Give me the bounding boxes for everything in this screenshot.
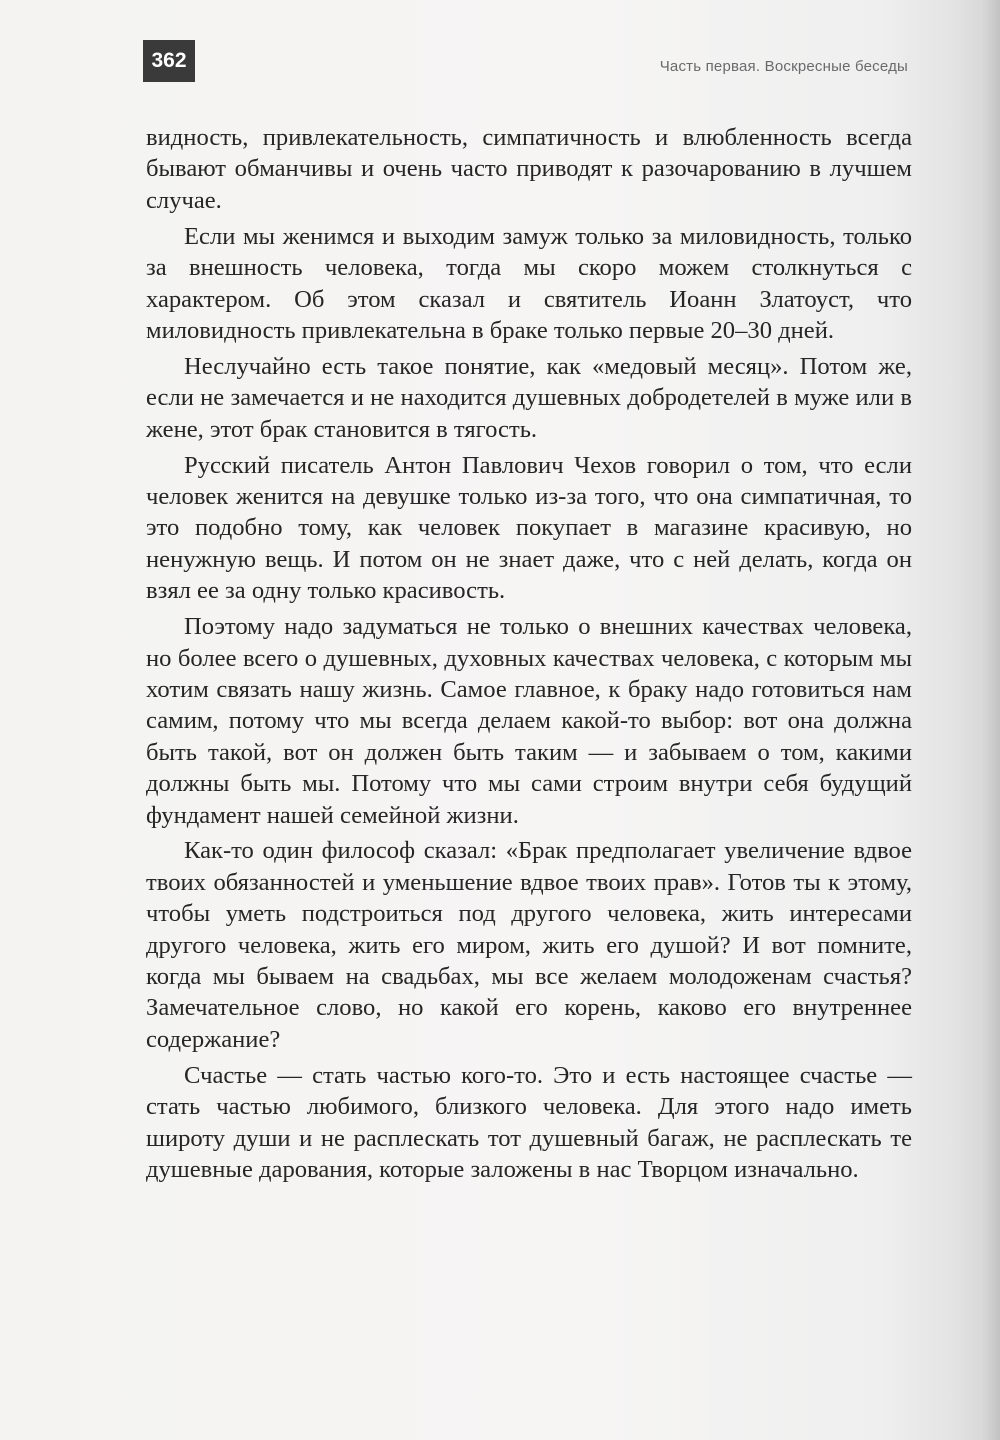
paragraph-continuation: видность, привлекательность, симпатичность и влюбленность всегда бывают обманчивы и очень часто приводят к разочарованию в лучшем случае. [146,124,912,214]
paragraph: Счастье — стать частью кого-то. Это и есть настоящее счастье — стать частью любимого, близкого человека. Для этого надо иметь широту души и не расплескать тот душевный багаж, не расплескать те душевные дарования, которые заложены в нас Творцом изначально. [146,1061,912,1183]
paragraph: Как-то один философ сказал: «Брак предполагает увеличение вдвое твоих обязанностей и уменьшение вдвое твоих прав». Готов ты к этому, чтобы уметь подстроиться под другого человека, жить интересами другого человека, жить его миром, жить его душой? И вот помните, когда мы бываем на свадьбах, мы все желаем молодоженам счастья? Замечательное слово, но какой его корень, каково его внутреннее содержание? [146,837,912,1053]
paragraph: Неслучайно есть такое понятие, как «медовый месяц». Потом же, если не замечается и не находится душевных добродетелей в муже или в жене, этот брак становится в тягость. [146,352,912,443]
paragraph: Русский писатель Антон Павлович Чехов говорил о том, что если человек женится на девушке только из-за того, что она симпатичная, то это подобно тому, как человек покупает в магазине красивую, но ненужную вещь. И потом он не знает даже, что с ней делать, когда он взял ее за одну только красивость. [146,451,912,605]
page-edge-shadow [982,0,1000,1440]
body-text [146,122,912,1190]
paragraph: Поэтому надо задуматься не только о внешних качествах человека, но более всего о душевных, духовных качествах человека, с которым мы хотим связать нашу жизнь. Самое главное, к браку надо готовиться нам самим, потому что мы всегда делаем какой-то выбор: вот она должна быть такой, вот он должен быть таким — и забываем о том, какими должны быть мы. Потому что мы сами строим внутри себя будущий фундамент нашей семейной жизни. [146,613,912,829]
running-header: Часть первая. Воскресные беседы [659,58,908,75]
page-number: 362 [143,40,195,82]
paragraph: Если мы женимся и выходим замуж только за миловидность, только за внешность человека, тогда мы скоро можем столкнуться с характером. Об этом сказал и святитель Иоанн Златоуст, что миловидность привлекательна в браке только первые 20–30 дней. [146,222,912,344]
